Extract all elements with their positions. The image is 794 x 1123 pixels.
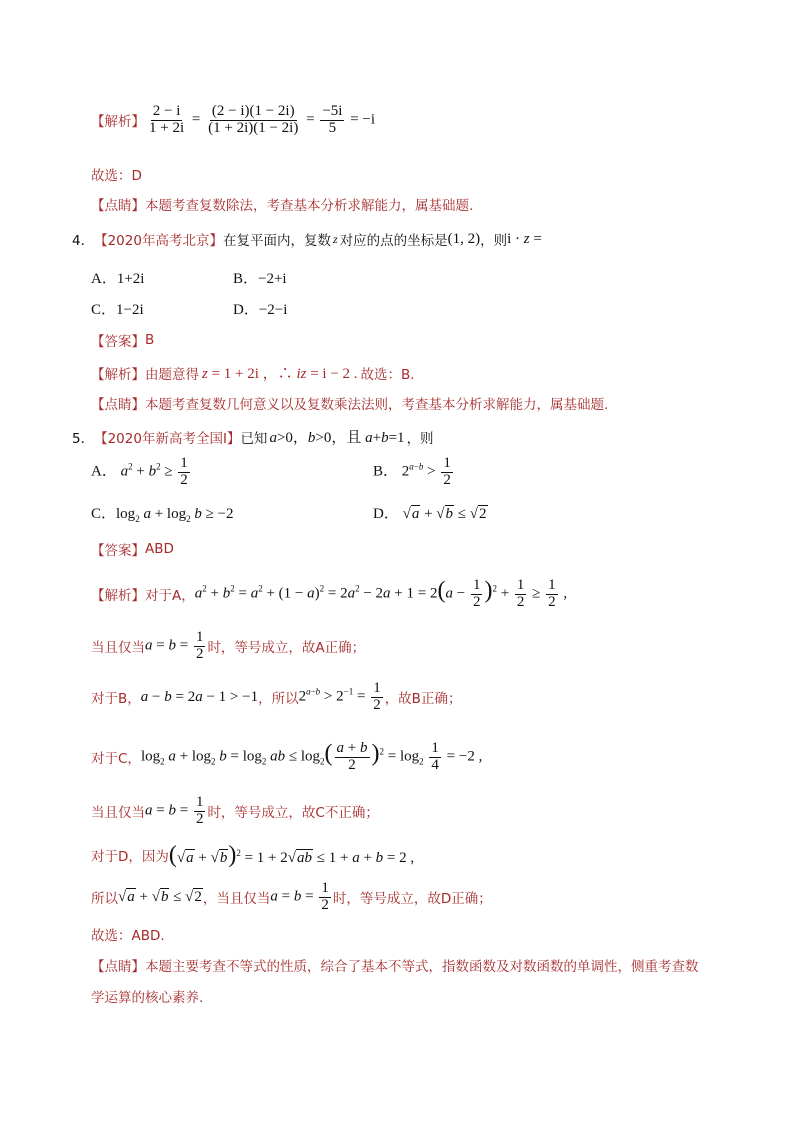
q5-jiexi-d: 对于D，因为 $(√a + √b)^2 = 1 + 2√ab \le 1 + a + b = 2$ , <box>91 842 415 868</box>
prev-jiexi-line <box>91 104 375 137</box>
prev-guxuan: 故选：D <box>91 168 142 184</box>
q5-guxuan: 故选：ABD. <box>91 928 165 944</box>
q5-jiexi-a: 【解析】 对于A， $a^2 + b^2 = a^2 + (1 - a)^2 = 2a^2 - 2a + 1 = 2(a$ − $\frac{1}{2}$ )$^2$ + $\frac{1}{2}$ ≥ $\frac{1}{2}$ , <box>91 577 568 610</box>
q5-dianjing-1: 【点睛】 本题主要考查不等式的性质，综合了基本不等式，指数函数及对数函数的单调性，侧重考查数 <box>91 959 699 975</box>
q5-eq-a: 当且仅当 a = b = $\frac{1}{2}$ 时，等号成立，故A正确； <box>91 629 366 662</box>
q5-eq-c: 当且仅当 a = b = $\frac{1}{2}$ 时，等号成立，故C不正确； <box>91 794 379 827</box>
q5-eq-d: 所以 √a + √b ≤ √2 ，当且仅当 a = b = $\frac{1}{2}$ 时，等号成立，故D正确； <box>91 880 492 913</box>
q5-option-d: D． √a + √b ≤ √2 <box>373 506 487 522</box>
q4-option-c: C．1−2i <box>91 302 144 318</box>
q5-option-a: A． $a^2 + b^2$ ≥ $\frac{1}{2}$ <box>91 455 188 488</box>
q5-option-c: C．$\log_2 a + \log_2 b \ge -2$ <box>91 506 234 524</box>
q5-dianjing-2: 学运算的核心素养. <box>91 990 204 1006</box>
q4-dianjing: 【点睛】 本题考查复数几何意义以及复数乘法法则，考查基本分析求解能力，属基础题. <box>91 397 609 413</box>
q5-jiexi-b: 对于B， a − b = 2a − 1 > −1 ，所以 $2^{a-b} > 2^{-1}$ = $\frac{1}{2}$ ，故B正确； <box>91 680 462 713</box>
q5-answer: 【答案】 ABD <box>91 541 174 559</box>
q4-jiexi: 【解析】 由题意得 z = 1 + 2i ，∴ iz = i − 2 . 故选：B． <box>91 366 424 383</box>
q4-answer: 【答案】 B <box>91 332 155 350</box>
prev-dianjing: 【点睛】 本题考查复数除法，考查基本分析求解能力，属基础题. <box>91 198 474 214</box>
q5-option-b: B． $2^{a-b}$ > $\frac{1}{2}$ <box>373 455 451 488</box>
q4-option-a: A．1+2i <box>91 271 145 287</box>
jiexi-tag: 【解析】 <box>91 114 145 131</box>
q4-stem: 4． 【2020年高考北京】 在复平面内，复数 z 对应的点的坐标是 (1, 2) ，则 i · z = <box>72 230 542 249</box>
q4-option-d: D．−2−i <box>233 302 288 318</box>
q5-stem: 5． 【2020年新高考全国Ⅰ】 已知 a>0，b>0，且 a+b=1 ，则 <box>72 430 434 447</box>
q4-option-b: B．−2+i <box>233 271 287 287</box>
q5-jiexi-c: 对于C， $\log_2 a + \log_2 b = \log_2$ ab ≤ $\log_2$( $\frac{a + b}{2}$ )$^2 = \log_2$ $\frac{1}{4}$ = −2 , <box>91 740 483 773</box>
division-formula: $\frac{2 - i}{1 + 2i}$ = $\frac{(2 - i)(1 - 2i)}{(1 + 2i)(1 - 2i)}$ = $\frac{-5i}{5}$ = −i <box>149 103 376 136</box>
